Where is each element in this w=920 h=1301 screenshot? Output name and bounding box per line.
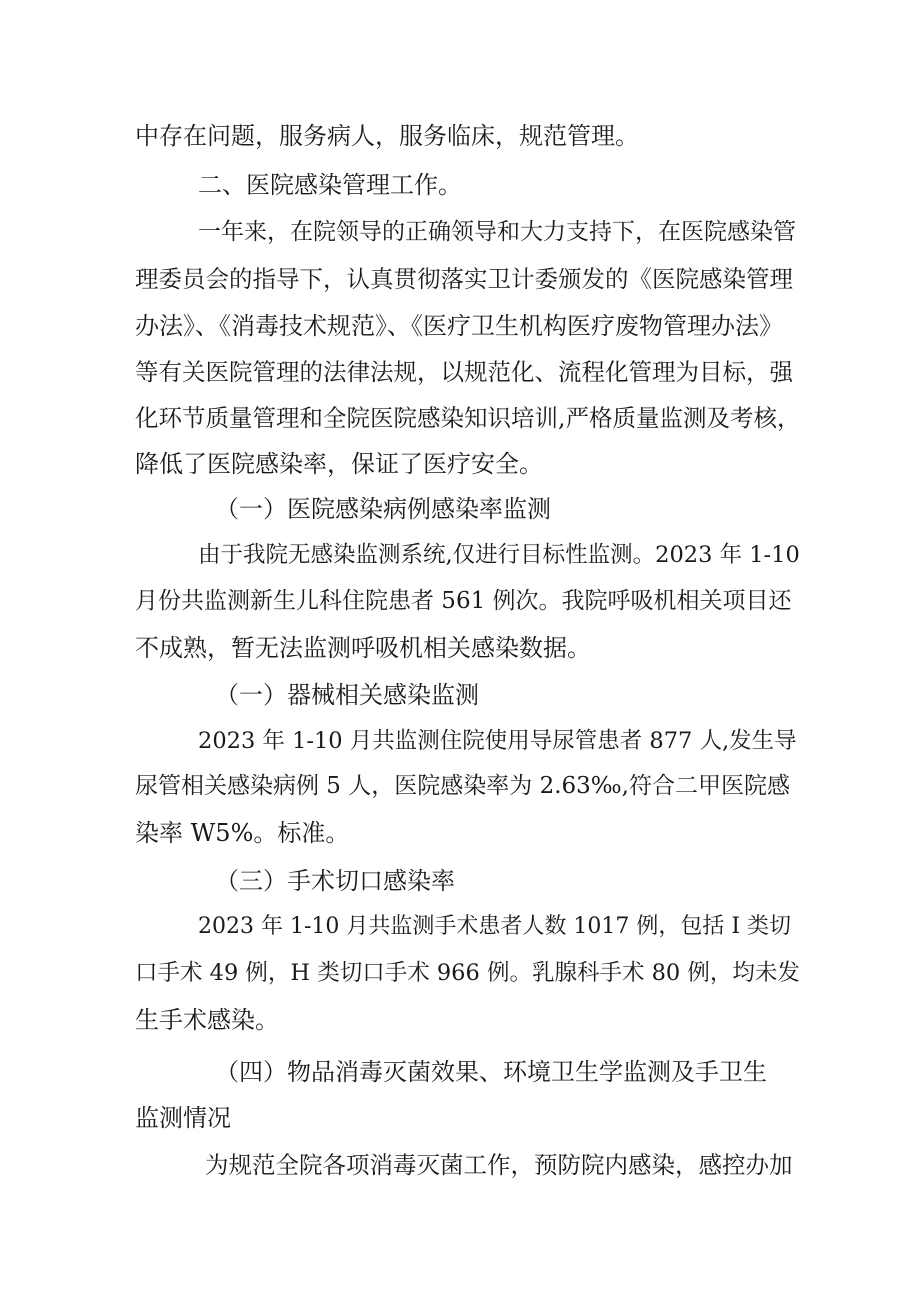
section-heading: 二、医院感染管理工作。: [198, 171, 462, 199]
paragraph-line: 办法》、《消毒技术规范》、《医疗卫生机构医疗废物管理办法》: [135, 312, 783, 340]
subsection-heading-continued: 监测情况: [135, 1104, 231, 1132]
paragraph-line: 尿管相关感染病例 5 人，医院感染率为 2.63‰,符合二甲医院感: [135, 773, 790, 799]
paragraph-line: 中存在问题，服务病人，服务临床，规范管理。: [135, 122, 639, 150]
subsection-heading: （一）器械相关感染监测: [215, 681, 479, 709]
paragraph-line: 口手术 49 例，H 类切口手术 966 例。乳腺科手术 80 例，均未发: [135, 960, 800, 986]
paragraph-line: 月份共监测新生儿科住院患者 561 例次。我院呼吸机相关项目还: [135, 588, 792, 614]
paragraph-line: 2023 年 1-10 月共监测住院使用导尿管患者 877 人,发生导: [198, 728, 797, 754]
paragraph-line: 由于我院无感染监测系统,仅进行目标性监测。2023 年 1-10: [198, 542, 800, 568]
paragraph-line: 一年来，在院领导的正确领导和大力支持下，在医院感染管: [198, 219, 796, 245]
subsection-heading: （四）物品消毒灭菌效果、环境卫生学监测及手卫生: [215, 1058, 767, 1086]
paragraph-line: 等有关医院管理的法律法规，以规范化、流程化管理为目标，强: [135, 358, 793, 386]
paragraph-line: 为规范全院各项消毒灭菌工作，预防院内感染，感控办加: [205, 1151, 793, 1179]
paragraph-line: 染率 W5%。标准。: [135, 819, 350, 847]
paragraph-line: 不成熟，暂无法监测呼吸机相关感染数据。: [135, 634, 591, 662]
subsection-heading: （三）手术切口感染率: [215, 867, 455, 895]
paragraph-line: 降低了医院感染率，保证了医疗安全。: [135, 450, 543, 478]
paragraph-line: 理委员会的指导下，认真贯彻落实卫计委颁发的《医院感染管理: [135, 265, 793, 293]
paragraph-line: 化环节质量管理和全院医院感染知识培训,严格质量监测及考核，: [135, 404, 801, 432]
paragraph-line: 2023 年 1-10 月共监测手术患者人数 1017 例，包括 I 类切: [198, 914, 792, 939]
paragraph-line: 生手术感染。: [135, 1006, 279, 1034]
subsection-heading: （一）医院感染病例感染率监测: [215, 495, 551, 523]
